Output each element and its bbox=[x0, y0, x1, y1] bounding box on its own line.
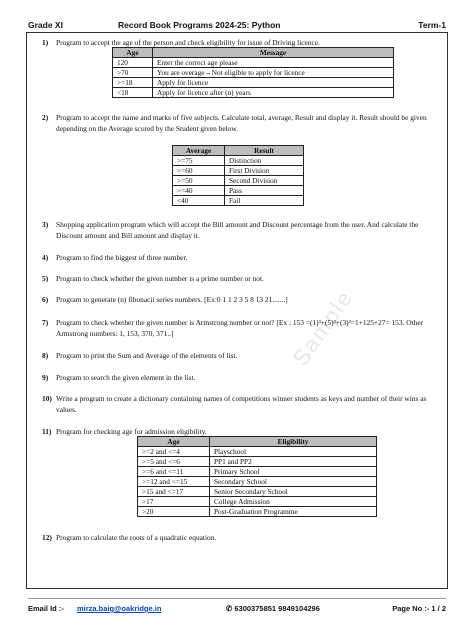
term-label: Term-1 bbox=[418, 20, 446, 30]
question-number: 5) bbox=[42, 274, 49, 283]
cell: >=18 bbox=[113, 78, 153, 88]
question-2 bbox=[42, 112, 438, 148]
cell: College Admission bbox=[210, 497, 377, 507]
table-row bbox=[138, 477, 377, 487]
page-header bbox=[28, 5, 446, 30]
column-header: Eligibility bbox=[210, 437, 377, 447]
cell: Pass bbox=[225, 186, 304, 196]
table-row bbox=[138, 487, 377, 497]
column-header: Age bbox=[113, 48, 153, 58]
column-header: Result bbox=[225, 146, 304, 156]
question-9 bbox=[42, 372, 438, 384]
question-number: 2) bbox=[42, 113, 49, 122]
page-footer bbox=[28, 598, 446, 613]
cell: >20 bbox=[138, 507, 210, 517]
table-row bbox=[113, 58, 394, 68]
cell: Primary School bbox=[210, 467, 377, 477]
cell: PP1 and PP2 bbox=[210, 457, 377, 467]
cell: Post-Graduation Programme bbox=[210, 507, 377, 517]
cell: First Division bbox=[225, 166, 304, 176]
email-label: Email Id :- bbox=[28, 604, 64, 613]
licence-table bbox=[112, 47, 394, 98]
cell: Enter the correct age please bbox=[153, 58, 394, 68]
cell: >70 bbox=[113, 68, 153, 78]
question-text: Program to print the Sum and Average of the elements of list. bbox=[56, 351, 238, 360]
table-row bbox=[173, 186, 304, 196]
question-10 bbox=[42, 393, 438, 417]
question-text: Program to search the given element in the list. bbox=[56, 373, 196, 382]
watermark: Sample bbox=[287, 285, 358, 371]
grade-label: Grade XI bbox=[28, 20, 63, 30]
result-table bbox=[172, 145, 304, 206]
cell: >=6 and <=11 bbox=[138, 467, 210, 477]
table-row bbox=[138, 507, 377, 517]
cell: >=75 bbox=[173, 156, 225, 166]
question-number: 11) bbox=[42, 427, 52, 436]
cell: You are overage→Not eligible to apply for licence bbox=[153, 68, 394, 78]
document-title: Record Book Programs 2024-25: Python bbox=[118, 20, 281, 30]
table-row bbox=[173, 196, 304, 206]
question-text: Program to check whether the given number is a prime number or not. bbox=[56, 274, 264, 283]
question-text: Shopping application program which will accept the Bill amount and Discount percentage from the user. And calculate the Discount amount and Bill amount and display it. bbox=[56, 220, 419, 240]
question-text: Program to accept the name and marks of five subjects. Calculate total, average, Result and display it. Result should be given depending on the Average scored by the Student given below. bbox=[56, 113, 427, 133]
table-row bbox=[138, 497, 377, 507]
column-header: Age bbox=[138, 437, 210, 447]
table-row bbox=[113, 68, 394, 78]
question-number: 9) bbox=[42, 373, 49, 382]
cell: >=5 and <=6 bbox=[138, 457, 210, 467]
column-header: Message bbox=[153, 48, 394, 58]
question-number: 7) bbox=[42, 318, 49, 327]
question-number: 1) bbox=[42, 38, 49, 47]
question-number: 4) bbox=[42, 253, 49, 262]
table-row bbox=[173, 166, 304, 176]
cell: >17 bbox=[138, 497, 210, 507]
question-8 bbox=[42, 350, 438, 362]
question-text: Program to calculate the roots of a quadratic equation. bbox=[56, 533, 217, 542]
cell: <40 bbox=[173, 196, 225, 206]
question-number: 8) bbox=[42, 351, 49, 360]
cell: >=50 bbox=[173, 176, 225, 186]
question-number: 3) bbox=[42, 220, 49, 229]
cell: Second Division bbox=[225, 176, 304, 186]
cell: >=60 bbox=[173, 166, 225, 176]
question-6 bbox=[42, 294, 438, 306]
email-link[interactable]: mirza.baig@oakridge.in bbox=[77, 604, 162, 613]
cell: 120 bbox=[113, 58, 153, 68]
table-row bbox=[113, 78, 394, 88]
table-row bbox=[173, 176, 304, 186]
question-text: Write a program to create a dictionary containing names of competitions winner students as keys and number of their wins as values. bbox=[56, 394, 427, 414]
question-text: Program to check whether the given number is Armstrong number or not? [Ex : 153 =(1)³+(5)³+(3)³=1+125+27= 153. Other Armstrong numbers: 1, 153, 370, 371..] bbox=[56, 318, 424, 338]
table-row bbox=[138, 447, 377, 457]
question-text: Program for checking age for admission eligibility. bbox=[56, 427, 207, 436]
cell: Secondary School bbox=[210, 477, 377, 487]
question-text: Program to generate (n) fibonacii series numbers. [Ex:0 1 1 2 3 5 8 13 21.......] bbox=[56, 295, 288, 304]
cell: >=40 bbox=[173, 186, 225, 196]
cell: <18 bbox=[113, 88, 153, 98]
question-3 bbox=[42, 219, 438, 243]
table-row bbox=[113, 88, 394, 98]
cell: Distinction bbox=[225, 156, 304, 166]
cell: Apply for licence after (n) years bbox=[153, 88, 394, 98]
cell: >=12 and <=15 bbox=[138, 477, 210, 487]
question-7 bbox=[42, 317, 438, 341]
question-number: 6) bbox=[42, 295, 49, 304]
question-5 bbox=[42, 273, 438, 285]
page-number: Page No :- 1 / 2 bbox=[392, 604, 446, 613]
table-row bbox=[138, 467, 377, 477]
question-number: 10) bbox=[42, 394, 52, 403]
cell: Playschool bbox=[210, 447, 377, 457]
cell: Senior Secondary School bbox=[210, 487, 377, 497]
cell: >=2 and <=4 bbox=[138, 447, 210, 457]
question-number: 12) bbox=[42, 533, 52, 542]
phone-numbers: ✆ 6300375851 9849104296 bbox=[226, 604, 320, 613]
table-row bbox=[173, 156, 304, 166]
question-text: Program to accept the age of the person and check eligibility for issue of Driving licence. bbox=[56, 38, 320, 47]
table-row bbox=[138, 457, 377, 467]
column-header: Average bbox=[173, 146, 225, 156]
cell: Fail bbox=[225, 196, 304, 206]
question-12 bbox=[42, 532, 438, 544]
cell: >15 and <=17 bbox=[138, 487, 210, 497]
admission-table bbox=[137, 436, 377, 517]
question-4 bbox=[42, 252, 438, 264]
question-text: Program to find the biggest of three number. bbox=[56, 253, 188, 262]
cell: Apply for licence bbox=[153, 78, 394, 88]
